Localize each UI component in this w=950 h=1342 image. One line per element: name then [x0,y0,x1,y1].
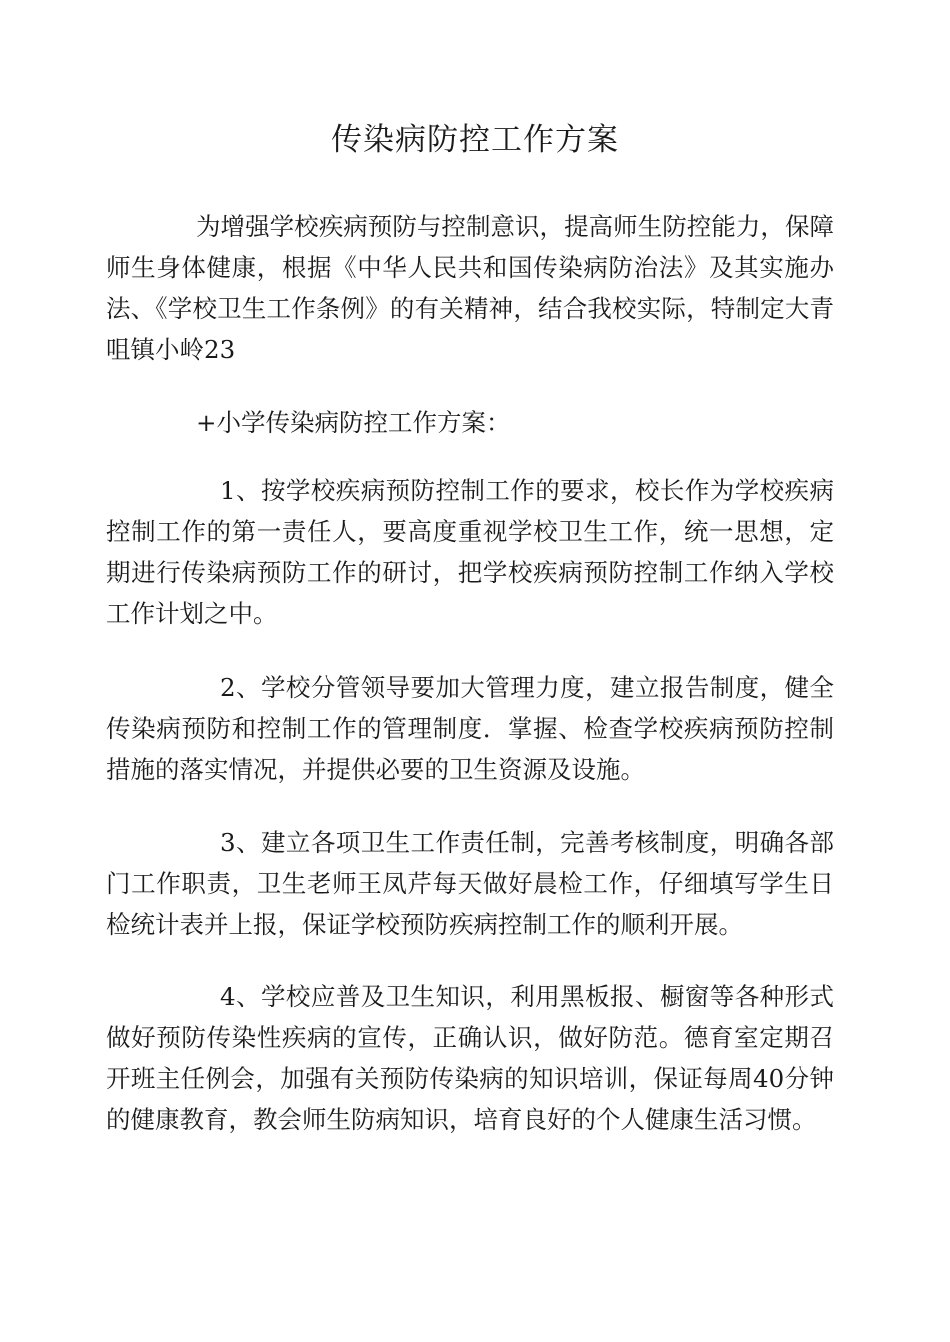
document-title: 传染病防控工作方案 [331,122,619,158]
section-heading: +小学传染病防控工作方案： [196,408,511,437]
list-item: 3、建立各项卫生工作责任制，完善考核制度，明确各部门工作职责，卫生老师王凤芹每天做好晨检工作，仔细填写学生日检统计表并上报，保证学校预防疾病控制工作的顺利开展。 [106,828,834,939]
list-item: 4、学校应普及卫生知识，利用黑板报、橱窗等各种形式做好预防传染性疾病的宣传，正确认识，做好防范。德育室定期召开班主任例会，加强有关预防传染病的知识培训，保证每周40分钟的健康教育，教会师生防病知识，培育良好的个人健康生活习惯。 [106,982,834,1134]
list-item: 2、学校分管领导要加大管理力度，建立报告制度，健全传染病预防和控制工作的管理制度．掌握、检查学校疾病预防控制措施的落实情况，并提供必要的卫生资源及设施。 [106,673,834,784]
list-item: 1、按学校疾病预防控制工作的要求，校长作为学校疾病控制工作的第一责任人，要高度重视学校卫生工作，统一思想，定期进行传染病预防工作的研讨，把学校疾病预防控制工作纳入学校工作计划之中。 [106,476,834,628]
intro-paragraph: 为增强学校疾病预防与控制意识，提高师生防控能力，保障师生身体健康，根据《中华人民共和国传染病防治法》及其实施办法、《学校卫生工作条例》的有关精神，结合我校实际，特制定大青咀镇小岭23 [106,212,834,364]
